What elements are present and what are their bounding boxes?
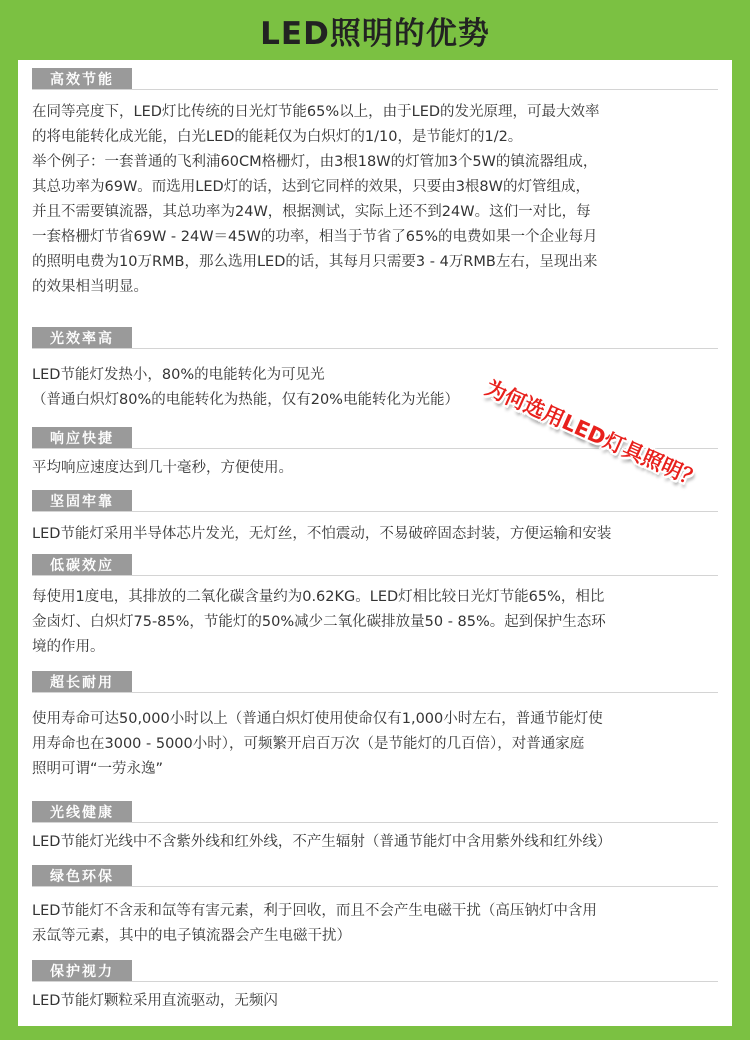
section-body-luminous-efficiency (32, 363, 722, 413)
section-divider (32, 692, 718, 693)
section-divider (32, 348, 718, 349)
text-line: 并且不需要镇流器，其总功率为24W，根据测试，实际上还不到24W。这们一对比，每 (32, 204, 591, 220)
text-line: 其总功率为69W。而选用LED灯的话，达到它同样的效果，只要由3根8W的灯管组成， (32, 179, 590, 195)
section-divider (32, 575, 718, 576)
text-line: 一套格栅灯节省69W - 24W＝45W的功率，相当于节省了65%的电费如果一个企业每月 (32, 229, 598, 245)
section-body-healthy-light (32, 830, 722, 855)
section-body-eye-protection (32, 989, 722, 1014)
section-divider (32, 886, 718, 887)
text-line: LED节能灯颗粒采用直流驱动，无频闪 (32, 993, 278, 1009)
text-line: LED节能灯采用半导体芯片发光，无灯丝，不怕震动，不易破碎固态封装，方便运输和安装 (32, 526, 612, 542)
text-line: （普通白炽灯80%的电能转化为热能，仅有20%电能转化为光能） (32, 392, 459, 408)
text-line: 使用寿命可达50,000小时以上（普通白炽灯使用使命仅有1,000小时左右，普通节能灯使 (32, 711, 603, 727)
text-line: LED节能灯不含汞和氙等有害元素，利于回收，而且不会产生电磁干扰（高压钠灯中含用 (32, 903, 597, 919)
section-heading-eco-friendly: 绿色环保 (32, 865, 132, 887)
section-body-eco-friendly (32, 899, 722, 949)
text-line: 平均响应速度达到几十毫秒，方便使用。 (32, 460, 293, 476)
section-heading-fast-response: 响应快捷 (32, 427, 132, 449)
text-line: 的效果相当明显。 (32, 279, 148, 295)
content-panel (18, 60, 732, 1026)
text-line: 境的作用。 (32, 639, 105, 655)
page-title: LED照明的优势 (260, 15, 490, 52)
text-line: 金卤灯、白炽灯75-85%，节能灯的50%减少二氧化碳排放量50 - 85%。起到保护生态环 (32, 614, 606, 630)
text-line: 汞氙等元素，其中的电子镇流器会产生电磁干扰） (32, 928, 351, 944)
text-line: 的将电能转化成光能，白光LED的能耗仅为白炽灯的1/10，是节能灯的1/2。 (32, 129, 523, 145)
section-divider (32, 511, 718, 512)
text-line: 用寿命也在3000 - 5000小时），可频繁开启百万次（是节能灯的几百倍），对普通家庭 (32, 736, 585, 752)
title-banner (0, 0, 750, 60)
text-line: 在同等亮度下，LED灯比传统的日光灯节能65%以上，由于LED的发光原理，可最大效率 (32, 104, 600, 120)
section-body-efficiency (32, 100, 722, 300)
section-heading-eye-protection: 保护视力 (32, 960, 132, 982)
text-line: 照明可谓“一劳永逸” (32, 761, 164, 777)
section-divider (32, 89, 718, 90)
text-line: 的照明电费为10万RMB，那么选用LED的话，其每月只需要3 - 4万RMB左右，呈现出来 (32, 254, 598, 270)
promo-stamp: 为何选用LED灯具照明？ (481, 375, 706, 493)
section-divider (32, 981, 718, 982)
text-line: 每使用1度电，其排放的二氧化碳含量约为0.62KG。LED灯相比较日光灯节能65%，相比 (32, 589, 605, 605)
text-line: LED节能灯发热小，80%的电能转化为可见光 (32, 367, 325, 383)
section-body-durability (32, 522, 722, 547)
section-heading-luminous-efficiency: 光效率高 (32, 327, 132, 349)
text-line: LED节能灯光线中不含紫外线和红外线，不产生辐射（普通节能灯中含用紫外线和红外线） (32, 834, 612, 850)
section-heading-low-carbon: 低碳效应 (32, 554, 132, 576)
text-line: 举个例子：一套普通的飞利浦60CM格栅灯，由3根18W的灯管加3个5W的镇流器组成， (32, 154, 598, 170)
section-heading-long-life: 超长耐用 (32, 671, 132, 693)
section-divider (32, 822, 718, 823)
section-body-long-life (32, 707, 722, 782)
section-heading-efficiency: 高效节能 (32, 68, 132, 90)
section-body-low-carbon (32, 585, 722, 660)
section-heading-durability: 坚固牢靠 (32, 490, 132, 512)
section-heading-healthy-light: 光线健康 (32, 801, 132, 823)
